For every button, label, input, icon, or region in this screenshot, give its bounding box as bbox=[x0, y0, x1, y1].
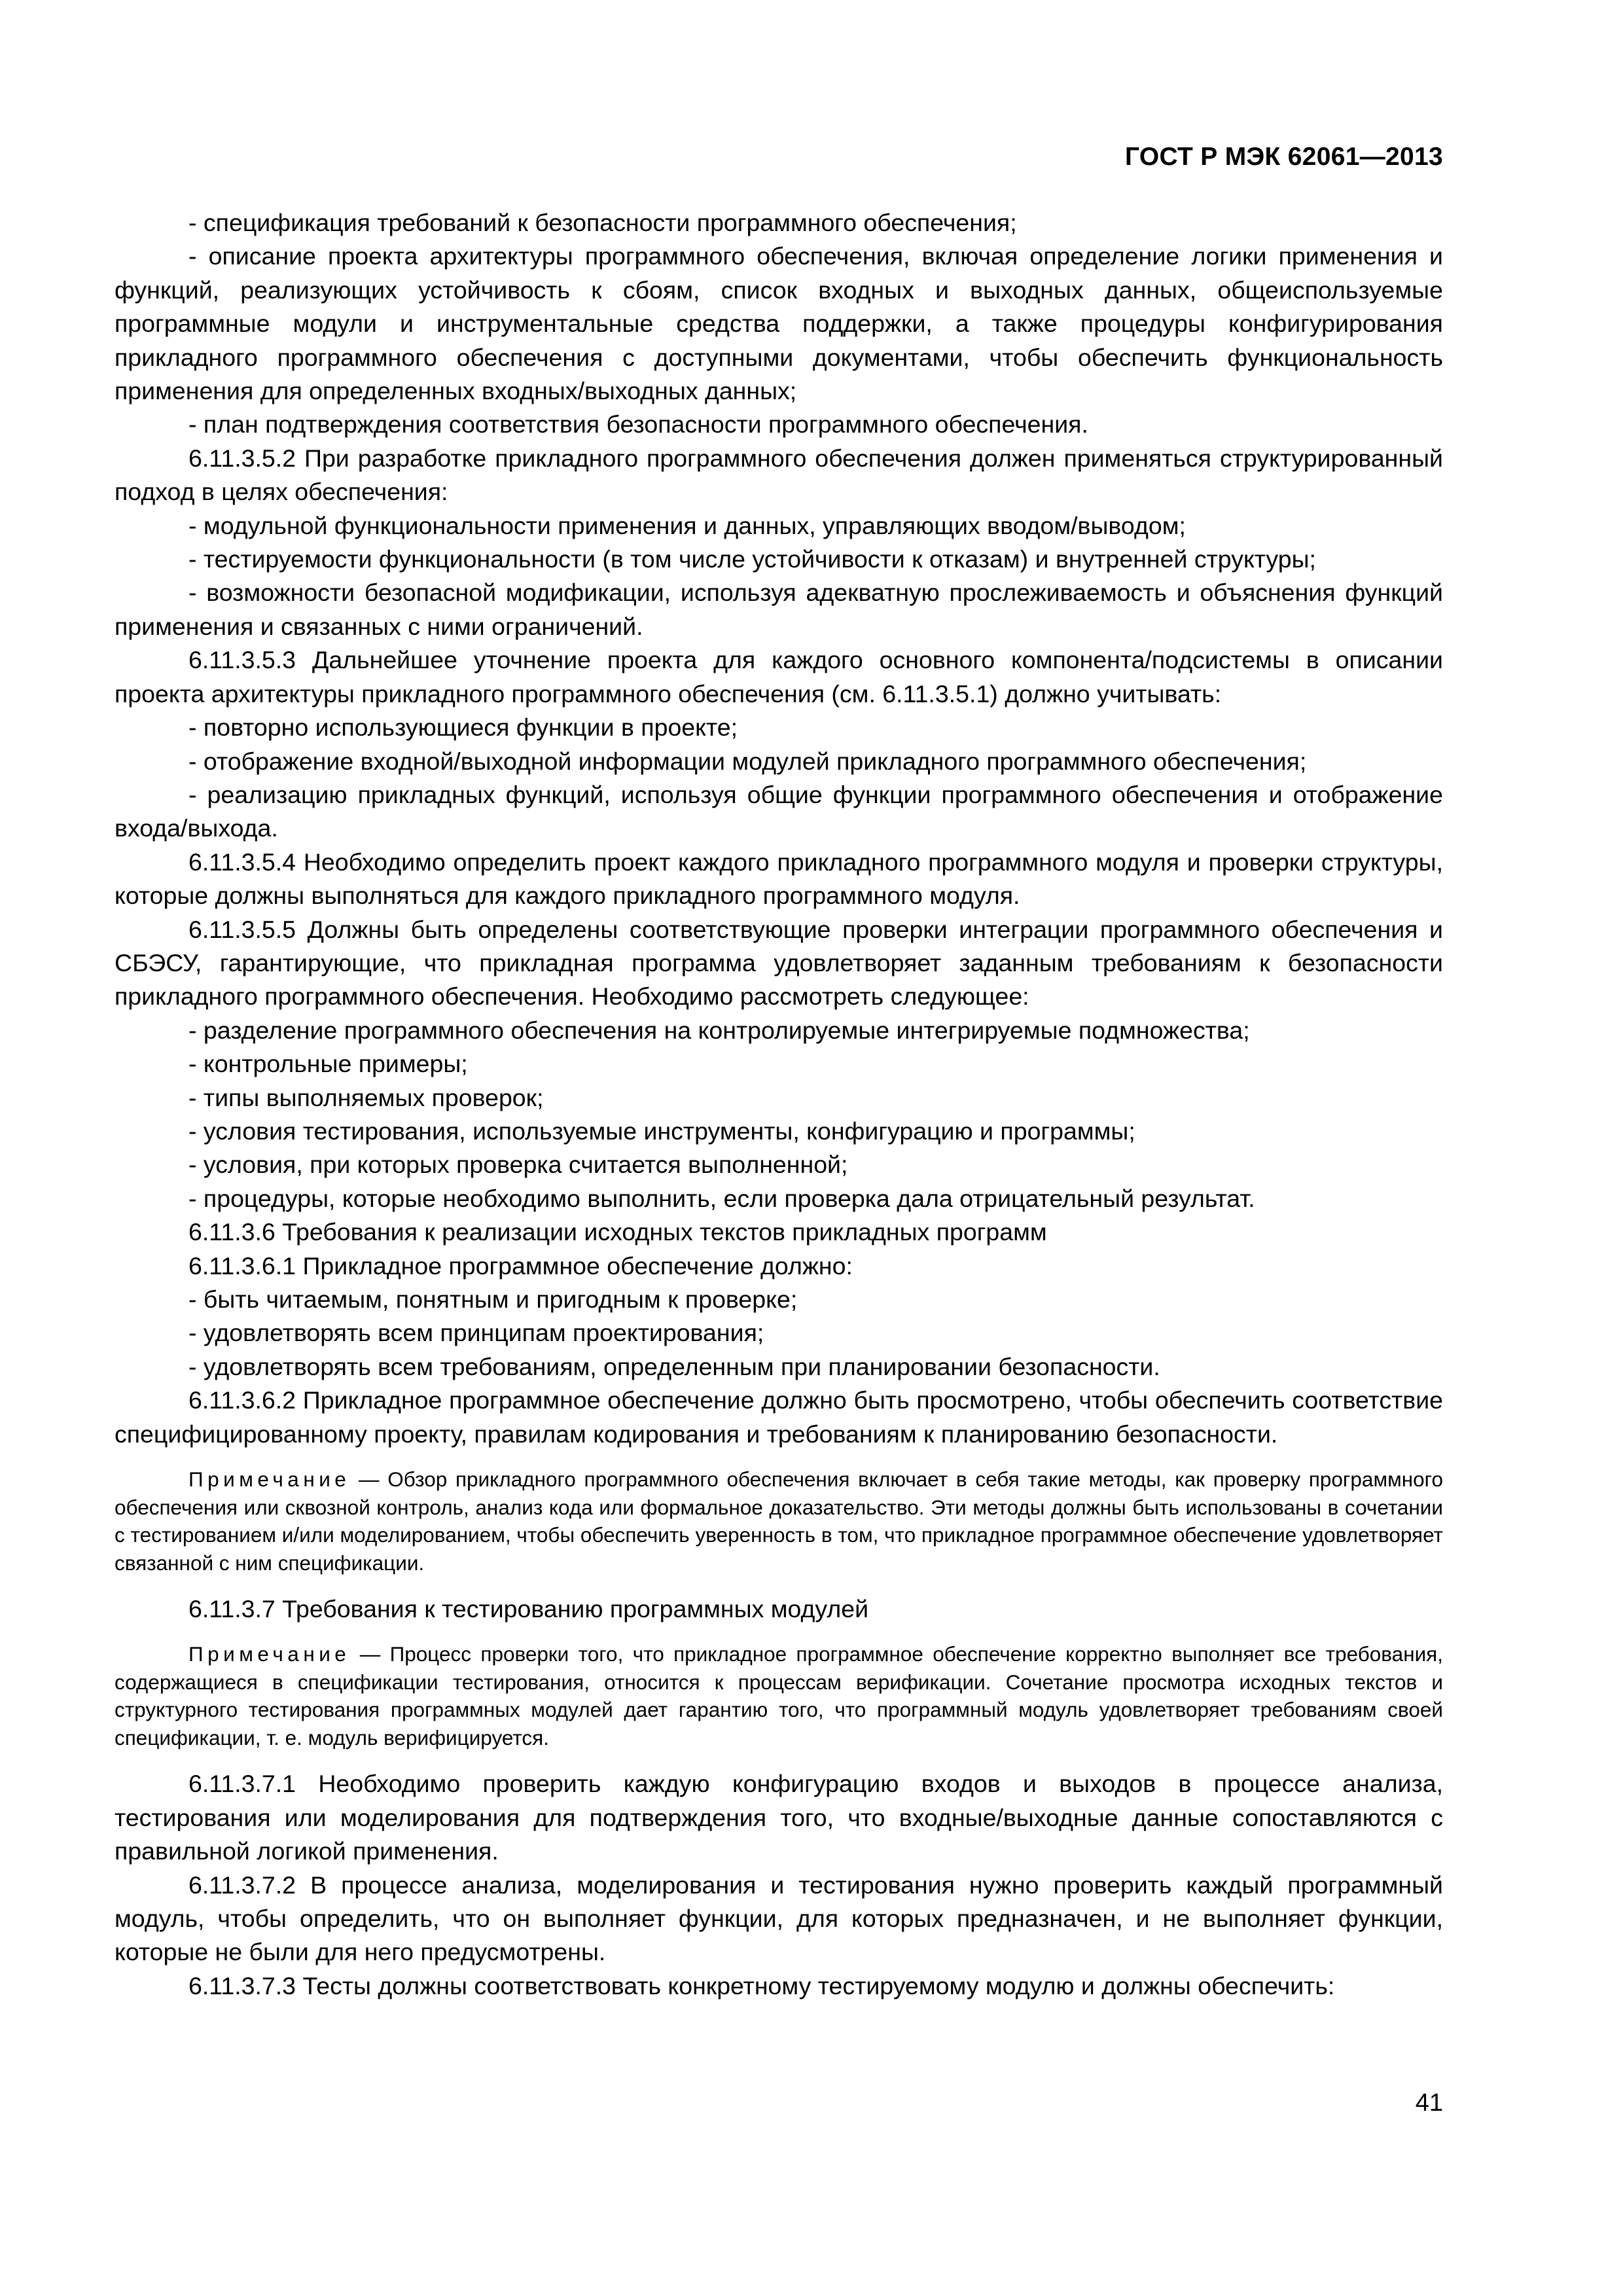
note-text: — Обзор прикладного программного обеспечения включает в себя такие методы, как проверку программного обеспечения или сквозной контроль, анализ кода или формальное доказательство. Эти методы должны быть использованы в сочетании с тестированием и/или моделированием, чтобы обеспечить уверенность в том, что прикладное программное обеспечение удовлетворяет связанной с ним спецификации. bbox=[115, 1467, 1443, 1575]
body-paragraph: - описание проекта архитектуры программного обеспечения, включая определение логики применения и функций, реализующих устойчивость к сбоям, список входных и выходных данных, общеиспользуемые программные модули и инструментальные средства поддержки, а также процедуры конфигурирования прикладного программного обеспечения с доступными документами, чтобы обеспечить функциональность применения для определенных входных/выходных данных; bbox=[115, 242, 1443, 405]
body-paragraph: - контрольные примеры; bbox=[188, 1050, 468, 1078]
body-paragraph: 6.11.3.5.5 Должны быть определены соответствующие проверки интеграции программного обеспечения и СБЭСУ, гарантирующие, что прикладная программа удовлетворяет заданным требованиям к безопасности прикладного программного обеспечения. Необходимо рассмотреть следующее: bbox=[115, 915, 1443, 1011]
note-label: Примечание bbox=[188, 1467, 351, 1492]
body-paragraph: - модульной функциональности применения и данных, управляющих вводом/выводом; bbox=[188, 511, 1186, 539]
body-paragraph: 6.11.3.6.1 Прикладное программное обеспечение должно: bbox=[188, 1251, 853, 1280]
body-paragraph: 6.11.3.7.1 Необходимо проверить каждую конфигурацию входов и выходов в процессе анализа, тестирования или моделирования для подтверждения того, что входные/выходные данные сопоставляются с правильной логикой применения. bbox=[115, 1770, 1443, 1865]
body-paragraph: - условия тестирования, используемые инструменты, конфигурацию и программы; bbox=[188, 1117, 1135, 1145]
page-header-standard-title: ГОСТ Р МЭК 62061—2013 bbox=[1124, 143, 1443, 171]
body-paragraph: - удовлетворять всем принципам проектирования; bbox=[188, 1319, 764, 1347]
body-paragraph: - план подтверждения соответствия безопасности программного обеспечения. bbox=[188, 410, 1088, 439]
note-paragraph bbox=[115, 1640, 1443, 1751]
note-label: Примечание bbox=[188, 1642, 351, 1666]
body-paragraph: - возможности безопасной модификации, используя адекватную прослеживаемость и объяснения функций применения и связанных с ними ограничений. bbox=[115, 579, 1443, 640]
body-paragraph: 6.11.3.6 Требования к реализации исходных текстов прикладных программ bbox=[188, 1218, 1047, 1246]
body-paragraph: 6.11.3.7 Требования к тестированию программных модулей bbox=[188, 1595, 869, 1623]
note-text: — Процесс проверки того, что прикладное программное обеспечение корректно выполняет все требования, содержащиеся в спецификации тестирования, относится к процессам верификации. Сочетание просмотра исходных текстов и структурного тестирования программных модулей дает гарантию того, что программный модуль удовлетворяет требованиям своей спецификации, т. е. модуль верифицируется. bbox=[115, 1642, 1443, 1749]
body-paragraph: 6.11.3.7.2 В процессе анализа, моделирования и тестирования нужно проверить каждый программный модуль, чтобы определить, что он выполняет функции, для которых предназначен, и не выполняет функции, которые не были для него предусмотрены. bbox=[115, 1871, 1443, 1966]
body-paragraph: - условия, при которых проверка считается выполненной; bbox=[188, 1151, 848, 1179]
body-paragraph: - отображение входной/выходной информации модулей прикладного программного обеспечения; bbox=[188, 747, 1307, 775]
body-paragraph: 6.11.3.6.2 Прикладное программное обеспечение должно быть просмотрено, чтобы обеспечить соответствие специфицированному проекту, правилам кодирования и требованиям к планированию безопасности. bbox=[115, 1386, 1443, 1448]
body-paragraph: - разделение программного обеспечения на контролируемые интегрируемые подмножества; bbox=[188, 1016, 1250, 1044]
body-paragraph: - реализацию прикладных функций, используя общие функции программного обеспечения и отображение входа/выхода. bbox=[115, 780, 1443, 842]
body-paragraph: - быть читаемым, понятным и пригодным к проверке; bbox=[188, 1285, 798, 1313]
body-paragraph: 6.11.3.5.3 Дальнейшее уточнение проекта для каждого основного компонента/подсистемы в описании проекта архитектуры прикладного программного обеспечения (см. 6.11.3.5.1) должно учитывать: bbox=[115, 646, 1443, 708]
document-body bbox=[115, 206, 1443, 2003]
body-paragraph: 6.11.3.5.4 Необходимо определить проект каждого прикладного программного модуля и проверки структуры, которые должны выполняться для каждого прикладного программного модуля. bbox=[115, 848, 1443, 910]
body-paragraph: - тестируемости функциональности (в том числе устойчивости к отказам) и внутренней структуры; bbox=[188, 545, 1316, 573]
body-paragraph: - удовлетворять всем требованиям, определенным при планировании безопасности. bbox=[188, 1352, 1160, 1380]
note-paragraph bbox=[115, 1465, 1443, 1577]
body-paragraph: - спецификация требований к безопасности программного обеспечения; bbox=[188, 209, 1017, 236]
body-paragraph: - процедуры, которые необходимо выполнить, если проверка дала отрицательный результат. bbox=[188, 1184, 1255, 1212]
page-number: 41 bbox=[1415, 2089, 1443, 2117]
body-paragraph: - повторно использующиеся функции в проекте; bbox=[188, 713, 738, 742]
body-paragraph: 6.11.3.7.3 Тесты должны соответствовать конкретному тестируемому модулю и должны обеспечить: bbox=[188, 1971, 1335, 2000]
body-paragraph: - типы выполняемых проверок; bbox=[188, 1083, 544, 1111]
body-paragraph: 6.11.3.5.2 При разработке прикладного программного обеспечения должен применяться структурированный подход в целях обеспечения: bbox=[115, 444, 1443, 506]
